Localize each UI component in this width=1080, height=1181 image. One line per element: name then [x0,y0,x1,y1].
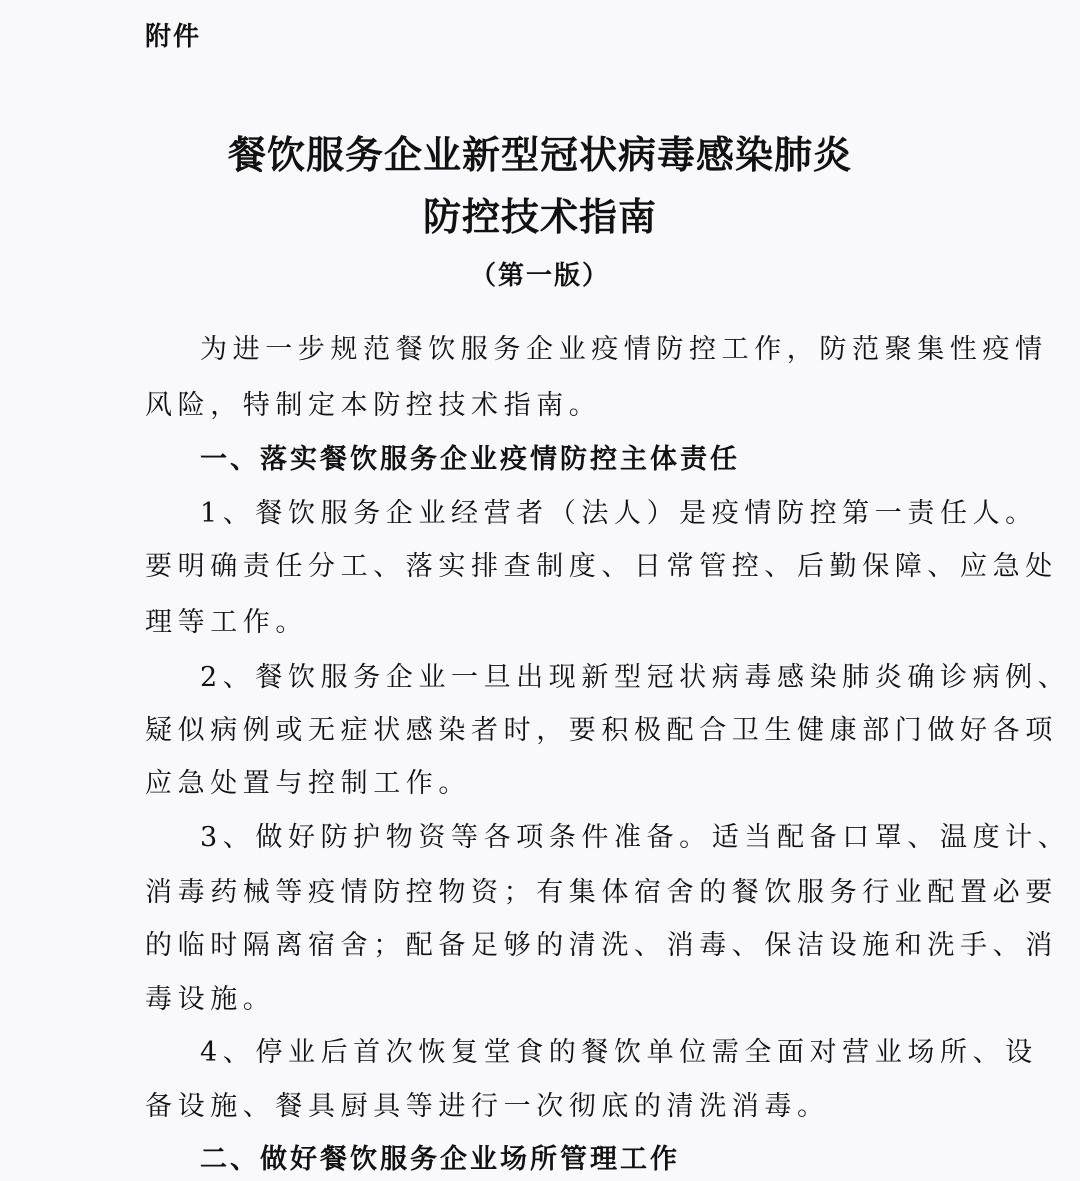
body-line: 疑似病例或无症状感染者时，要积极配合卫生健康部门做好各项 [145,715,1058,746]
body-line: 毒设施。 [145,984,276,1015]
body-line: 风险，特制定本防控技术指南。 [145,390,602,421]
body-line: 应急处置与控制工作。 [145,768,471,799]
document-title-line1: 餐饮服务企业新型冠状病毒感染肺炎 [227,133,852,177]
body-line: 要明确责任分工、落实排查制度、日常管控、后勤保障、应急处 [145,551,1058,582]
body-line: 的临时隔离宿舍；配备足够的清洗、消毒、保洁设施和洗手、消 [145,930,1058,961]
attachment-label: 附件 [145,22,202,52]
body-line: 2、餐饮服务企业一旦出现新型冠状病毒感染肺炎确诊病例、 [200,662,1071,693]
body-line: 为进一步规范餐饮服务企业疫情防控工作，防范聚集性疫情 [200,334,1048,365]
body-line: 3、做好防护物资等各项条件准备。适当配备口罩、温度计、 [200,822,1071,853]
body-line: 理等工作。 [145,607,308,638]
document-title-line2: 防控技术指南 [422,195,657,239]
section-heading-2: 二、做好餐饮服务企业场所管理工作 [200,1144,680,1175]
document-version: （第一版） [469,261,610,291]
body-line: 1、餐饮服务企业经营者（法人）是疫情防控第一责任人。 [200,498,1038,529]
body-line: 消毒药械等疫情防控物资；有集体宿舍的餐饮服务行业配置必要 [145,877,1058,908]
body-line: 4、停业后首次恢复堂食的餐饮单位需全面对营业场所、设 [200,1037,1038,1068]
section-heading-1: 一、落实餐饮服务企业疫情防控主体责任 [200,444,740,475]
body-line: 备设施、餐具厨具等进行一次彻底的清洗消毒。 [145,1091,830,1122]
